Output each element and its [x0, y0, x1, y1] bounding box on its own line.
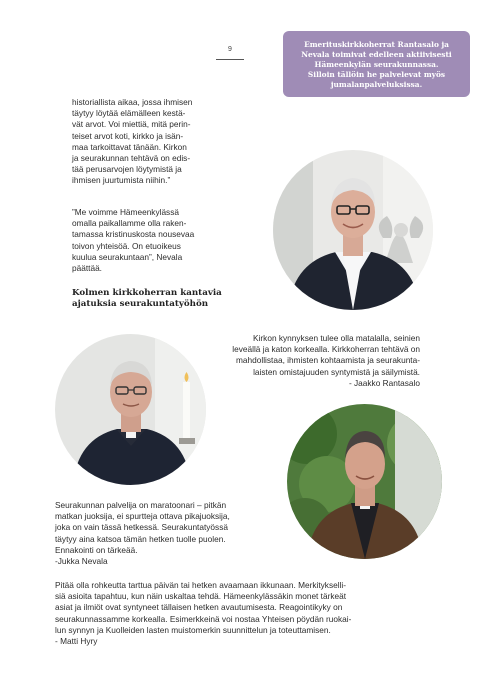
page-number-rule — [216, 59, 244, 60]
quote-line: leveällä ja katon korkealla. Kirkkoherran tehtävä on — [232, 344, 420, 355]
article-paragraph-1 — [72, 97, 232, 187]
callout-line: Hämeenkylän seurakunnassa. — [314, 60, 439, 69]
text-line: toivon yhteisöä. On etuoikeus — [72, 240, 181, 251]
quote-attribution: - Matti Hyry — [55, 636, 98, 647]
text-line: historiallista aikaa, jossa ihmisen — [72, 97, 193, 107]
text-line: teiset arvot koti, kirkko ja isän- — [72, 130, 184, 141]
callout-box — [283, 31, 470, 97]
text-line: täytyy löytää elämälleen kestä- — [72, 108, 186, 119]
quote-line: lun synnyn ja Kuolleiden lasten muistomerkin suunnittelun ja toteuttamisen. — [55, 624, 331, 635]
heading-line: Kolmen kirkkoherran kantavia — [72, 288, 222, 298]
article-paragraph-2 — [72, 207, 232, 274]
text-line: ”Me voimme Hämeenkylässä — [72, 207, 179, 217]
quote-line: seurakunnassamme korkealla. Esimerkkeinä voi nostaa Yhteisen pöydän ruokai- — [55, 613, 352, 624]
callout-line: Nevala toimivat edelleen aktiivisesti — [301, 50, 452, 59]
quote-line: Ennakointi on tärkeää. — [55, 544, 138, 555]
callout-line: Silloin tällöin he palvelevat myös — [307, 70, 446, 79]
quote-line: laisten omistajuuden syntymistä ja säilymistä. — [253, 366, 420, 377]
portrait-rantasalo — [273, 150, 433, 310]
quote-attribution: -Jukka Nevala — [55, 556, 108, 567]
quote-line: täytyy aina katsoa tämän hetken tuolle puolen. — [55, 533, 226, 544]
callout-line: Emerituskirkkoherrat Rantasalo ja — [304, 40, 449, 49]
quote-line: asiat ja ilmiöt ovat syntyneet tällaisen hetken avautumisesta. Reagointikyky on — [55, 602, 343, 613]
quote-line: Pitää olla rohkeutta tarttua päivän tai hetken avaamaan ikkunaan. Merkitykselli- — [55, 580, 347, 590]
quote-line: Seurakunnan palvelija on maratoonari – pitkän — [55, 500, 227, 510]
text-line: tää perusarvojen löytymistä ja — [72, 164, 182, 175]
text-line: kuulua seurakuntaan”, Nevala — [72, 251, 183, 262]
section-heading — [72, 288, 262, 311]
quote-rantasalo — [232, 333, 420, 389]
text-line: omalla paikallamme olla raken- — [72, 218, 187, 229]
quote-line: joka on vain tässä hetkessä. Seurakuntatyössä — [55, 522, 228, 533]
text-line: ihmisen juurtumista niihin.” — [72, 175, 171, 186]
quote-line: siä asioita tapahtuu, kun näin uskaltaa tehdä. Hämeenkylässäkin monet tärkeät — [55, 591, 347, 602]
text-line: tamassa kristinuskosta nousevaa — [72, 229, 195, 240]
quote-line: mahdollistaa, ihmisten kohtaamista ja seurakunta- — [235, 355, 420, 366]
quote-line: matkan juoksija, ei spurtteja ottava pikajuoksija, — [55, 511, 230, 522]
callout-line: jumalanpalveluksissa. — [330, 80, 423, 89]
heading-line: ajatuksia seurakuntatyöhön — [72, 299, 209, 310]
text-line: vät arvot. Voi miettiä, mitä perin- — [72, 119, 191, 130]
text-line: maa tarkoittavat tänään. Kirkon — [72, 141, 187, 152]
quote-line: Kirkon kynnyksen tulee olla matalalla, seinien — [253, 333, 420, 343]
quote-attribution: - Jaakko Rantasalo — [348, 377, 420, 388]
quote-nevala — [55, 500, 270, 567]
quote-hyry — [55, 580, 425, 647]
text-line: ja seurakunnan tehtävä on edis- — [72, 153, 191, 164]
page-number: 9 — [228, 46, 232, 53]
text-line: päättää. — [72, 263, 102, 274]
portrait-nevala — [55, 334, 206, 485]
portrait-hyry — [287, 404, 442, 559]
